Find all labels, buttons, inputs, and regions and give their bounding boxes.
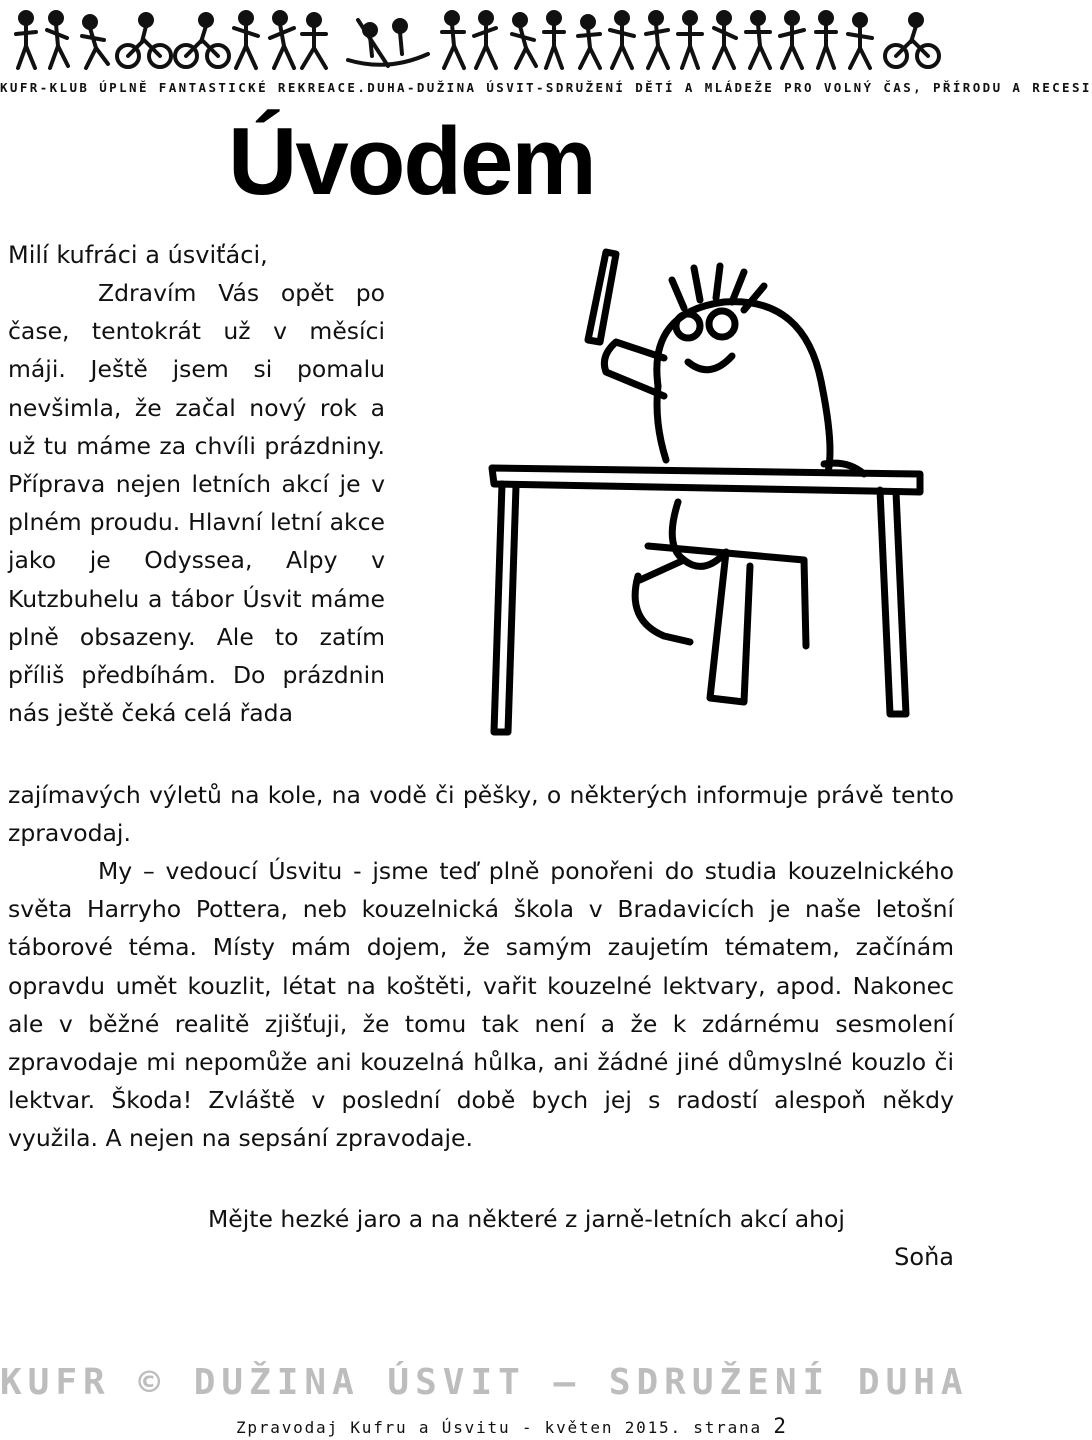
figure-icon — [512, 14, 536, 68]
footer-organizations: KUFR © DUŽINA ÚSVIT – SDRUŽENÍ DUHA — [0, 1362, 969, 1403]
figure-icon — [442, 12, 464, 68]
figure-icon — [82, 16, 108, 68]
figure-icon — [474, 12, 496, 68]
figure-icon — [578, 16, 600, 68]
letter-closing: Mějte hezké jaro a na některé z jarně-letních akcí ahoj — [208, 1205, 845, 1233]
letter-greeting: Milí kufráci a úsviťáci, — [8, 241, 268, 269]
figure-icon — [302, 14, 326, 68]
figure-icon — [544, 12, 564, 68]
figure-icon — [610, 12, 634, 68]
letter-paragraph-1: Zdravím Vás opět po čase, tentokrát už v měsíci máji. Ještě jsem si pomalu nevšimla, že začal nový rok a už tu máme za chvíli prázdniny. Příprava nejen letních akcí je v plném proudu. Hlavní letní akce jako je Odyssea, Alpy v Kutzbuhelu a tábor Úsvit máme plně obsazeny. Ale to zatím příliš předbíhám. Do prázdnin nás ještě čeká celá řada — [8, 279, 385, 728]
letter-paragraph-1-continuation: zajímavých výletů na kole, na vodě či pěšky, o některých informuje právě tento zpravodaj. — [8, 781, 954, 848]
header-figures-banner — [8, 10, 952, 72]
figure-icon — [816, 12, 836, 68]
figure-icon — [47, 12, 68, 68]
bicycle-icon — [885, 14, 939, 67]
footer-issue-line — [236, 1414, 788, 1440]
figure-icon — [16, 12, 36, 68]
figure-icon — [646, 12, 668, 68]
footer-issue-text: Zpravodaj Kufru a Úsvitu - květen 2015. strana — [236, 1418, 762, 1437]
figure-icon — [270, 12, 294, 68]
cartoon-illustration — [488, 246, 928, 736]
figure-icon — [746, 12, 770, 68]
figure-icon — [234, 12, 258, 68]
bicycle-icon — [117, 14, 171, 67]
page-number: 2 — [773, 1414, 788, 1438]
letter-signature: Soňa — [894, 1243, 954, 1271]
header-tagline: KUFR-KLUB ÚPLNĚ FANTASTICKÉ REKREACE.DUHA-DUŽINA ÚSVIT-SDRUŽENÍ DĚTÍ A MLÁDEŽE PRO VOLNÝ ČAS, PŘÍRODU A RECESI — [0, 80, 1092, 95]
figure-icon — [678, 12, 702, 68]
figure-icon — [714, 12, 736, 68]
letter-paragraph-2: My – vedoucí Úsvitu - jsme teď plně ponořeni do studia kouzelnického světa Harryho Pottera, neb kouzelnická škola v Bradavicích je naše letošní táborové téma. Místy mám dojem, že samým zaujetím tématem, začínám opravdu umět kouzlit, létat na koštěti, vařit kouzelné lektvary, apod. Nakonec ale v běžné realitě zjišťuji, že tomu tak není a že k zdárnému sesmolení zpravodaje mi nepomůže ani kouzelná hůlka, ani žádné jiné důmyslné kouzlo či lektvar. Škoda! Zvláště v poslední době bych jej s radostí alespoň někdy využila. A nejen na sepsání zpravodaje. — [8, 857, 954, 1153]
figure-icon — [848, 14, 872, 68]
canoe-icon — [348, 20, 428, 66]
figure-icon — [780, 12, 804, 68]
bicycle-icon — [175, 14, 229, 67]
page-title: Úvodem — [228, 108, 595, 215]
